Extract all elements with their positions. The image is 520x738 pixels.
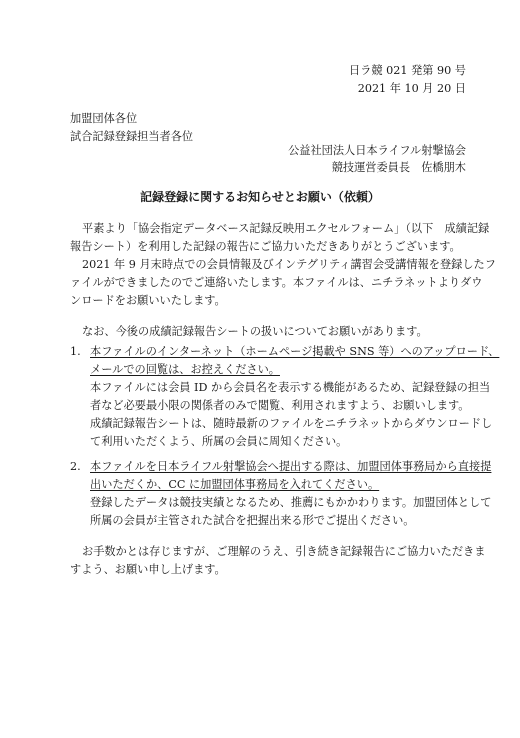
document-title: 記録登録に関するお知らせとお願い（依頼）	[140, 190, 380, 204]
item-1-line-4: 者など必要最小限の関係者のみで閲覧、利用されますよう、お願いします。	[90, 399, 470, 412]
intro-paragraph-3: なお、今後の成績記録報告シートの扱いについてお願いがあります。	[82, 325, 428, 338]
closing-line-1: お手数かとは存じますが、ご理解のうえ、引き続き記録報告にご協力いただきま	[82, 545, 486, 558]
intro-paragraph-1-line-1: 平素より「協会指定データベース記録反映用エクセルフォーム」（以下 成績記録	[82, 222, 490, 235]
item-2-line-4: 所属の会員が主管された試合を把握出来る形でご提出ください。	[90, 514, 415, 527]
item-2-line-1: 本ファイルを日本ライフル射撃協会へ提出する際は、加盟団体事務局から直接提	[90, 460, 492, 473]
item-2-number: 2.	[70, 460, 81, 473]
intro-paragraph-2-line-3: ンロードをお願いいたします。	[70, 294, 226, 307]
item-2-line-2: 出いただくか、CC に加盟団体事務局を入れてください。	[90, 478, 380, 491]
recipient-line-1: 加盟団体各位	[70, 112, 138, 125]
intro-paragraph-2-line-2: ァイルができましたのでご連絡いたします。本ファイルは、ニチラネットよりダウ	[70, 276, 483, 289]
sender-organization: 公益社団法人日本ライフル射撃協会	[288, 144, 466, 157]
item-1-line-3: 本ファイルには会員 ID から会員名を表示する機能があるため、記録登録の担当	[90, 381, 491, 394]
item-1-line-2: メールでの回覧は、お控えください。	[90, 363, 280, 376]
recipient-line-2: 試合記録登録担当者各位	[70, 130, 194, 143]
sender-person: 競技運営委員長 佐橋朋木	[331, 161, 466, 174]
item-2-line-3: 登録したデータは競技実績となるため、推薦にもかかわります。加盟団体として	[90, 496, 492, 509]
closing-line-2: すよう、お願い申し上げます。	[70, 563, 226, 576]
intro-paragraph-2-line-1: 2021 年 9 月末時点での会員情報及びインテグリティ講習会受講情報を登録したフ	[82, 258, 496, 271]
item-1-line-5: 成績記録報告シートは、随時最新のファイルをニチラネットからダウンロードし	[90, 417, 493, 430]
document-date: 2021 年 10 月 20 日	[357, 82, 466, 95]
item-1-line-1: 本ファイルのインターネット（ホームページ掲載や SNS 等）へのアップロード、	[90, 345, 500, 358]
document-number: 日ラ競 021 発第 90 号	[349, 64, 466, 77]
item-1-number: 1.	[70, 345, 81, 358]
item-1-line-6: て利用いただくよう、所属の会員に周知ください。	[90, 435, 348, 448]
intro-paragraph-1-line-2: 報告シート）を利用した記録の報告にご協力いただきありがとうございます。	[70, 240, 461, 253]
